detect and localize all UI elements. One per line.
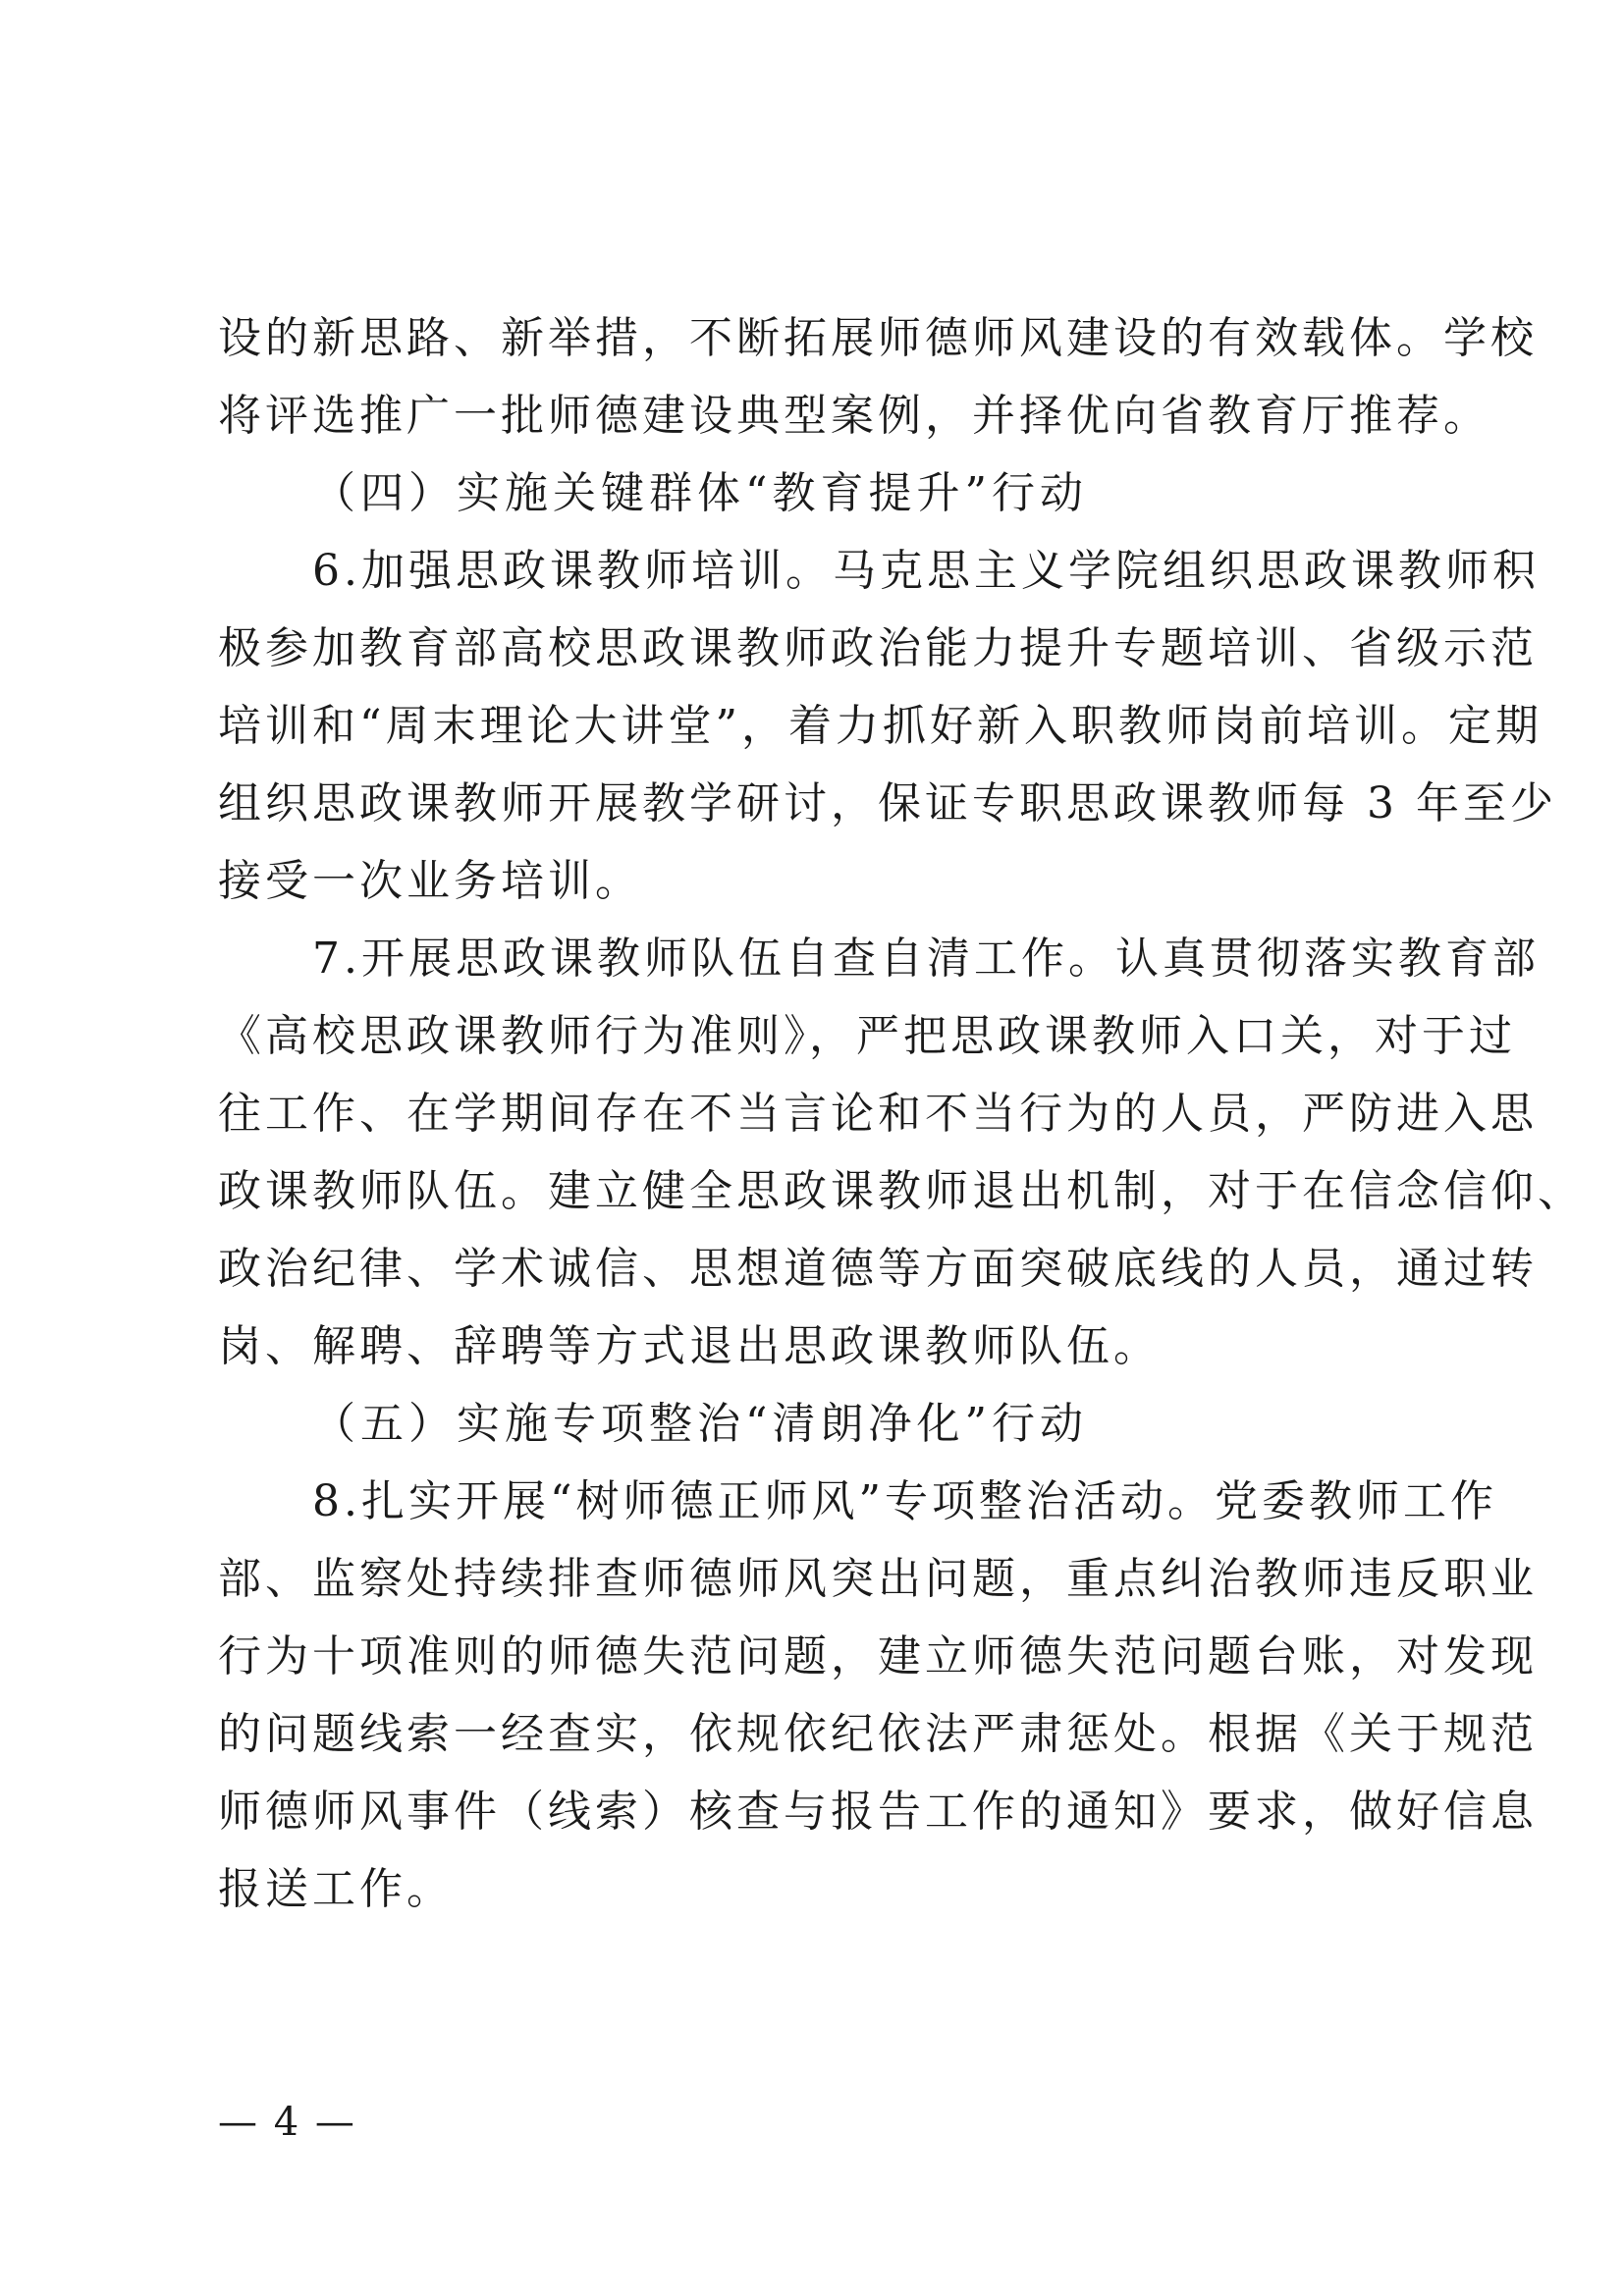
text-line: 行为十项准则的师德失范问题，建立师德失范问题台账，对发现 <box>218 1631 1538 1682</box>
text-line: 岗、解聘、辞聘等方式退出思政课教师队伍。 <box>218 1321 1161 1371</box>
heading-line: （四）实施关键群体“教育提升”行动 <box>312 468 1088 518</box>
text-line: 8.扎实开展“树师德正师风”专项整治活动。党委教师工作 <box>312 1476 1497 1526</box>
text-line: 政治纪律、学术诚信、思想道德等方面突破底线的人员，通过转 <box>218 1244 1538 1294</box>
text-line: 往工作、在学期间存在不当言论和不当行为的人员，严防进入思 <box>218 1089 1538 1139</box>
text-line: 部、监察处持续排查师德师风突出问题，重点纠治教师违反职业 <box>218 1554 1538 1604</box>
text-line: 培训和“周末理论大讲堂”，着力抓好新入职教师岗前培训。定期 <box>218 701 1543 751</box>
text-line: 设的新思路、新举措，不断拓展师德师风建设的有效载体。学校 <box>218 313 1538 363</box>
paragraph-continued <box>218 299 1538 454</box>
page-number: — 4 — <box>218 2100 356 2145</box>
document-body <box>218 299 1585 1928</box>
text-line: 7.开展思政课教师队伍自查自清工作。认真贯彻落实教育部 <box>312 934 1540 984</box>
paragraph-item-6 <box>218 532 1557 920</box>
section-heading-4 <box>218 454 1434 532</box>
heading-line: （五）实施专项整治“清朗净化”行动 <box>312 1399 1088 1449</box>
text-line: 接受一次业务培训。 <box>218 856 642 906</box>
paragraph-item-7 <box>218 920 1585 1385</box>
text-line: 组织思政课教师开展教学研讨，保证专职思政课教师每 3 年至少 <box>218 778 1557 828</box>
text-line: 师德师风事件（线索）核查与报告工作的通知》要求，做好信息 <box>218 1787 1538 1837</box>
text-line: 6.加强思政课教师培训。马克思主义学院组织思政课教师积 <box>312 546 1540 596</box>
section-heading-5 <box>218 1385 1434 1463</box>
text-line: 报送工作。 <box>218 1864 454 1914</box>
text-line: 《高校思政课教师行为准则》，严把思政课教师入口关，对于过 <box>218 1011 1516 1061</box>
text-line: 将评选推广一批师德建设典型案例，并择优向省教育厅推荐。 <box>218 391 1490 441</box>
paragraph-item-8 <box>218 1463 1538 1928</box>
text-line: 的问题线索一经查实，依规依纪依法严肃惩处。根据《关于规范 <box>218 1709 1538 1759</box>
text-line: 极参加教育部高校思政课教师政治能力提升专题培训、省级示范 <box>218 623 1538 673</box>
text-line: 政课教师队伍。建立健全思政课教师退出机制，对于在信念信仰、 <box>218 1166 1585 1216</box>
